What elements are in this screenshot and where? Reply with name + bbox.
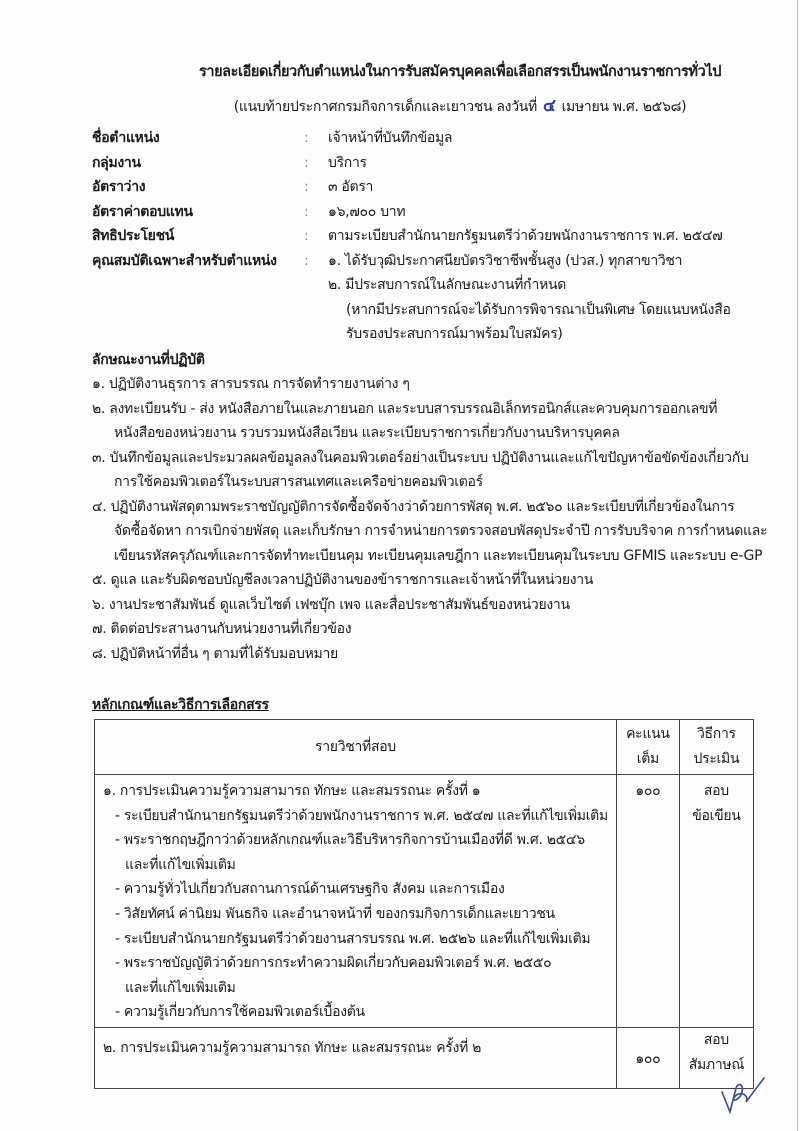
colon: : xyxy=(304,130,309,146)
duty-text: ๖. งานประชาสัมพันธ์ ดูแลเว็บไซต์ เฟซบุ๊ก เพจ และสื่อประชาสัมพันธ์ของหน่วยงาน xyxy=(92,596,570,613)
subject-bullet-cont: และที่แก้ไขเพิ่มเติม xyxy=(125,979,236,996)
qualification-item: ๒. มีประสบการณ์ในลักษณะงานที่กำหนด xyxy=(328,277,567,293)
score-cell: ๑๐๐ xyxy=(616,1027,679,1088)
colon: : xyxy=(304,228,309,244)
info-label: ชื่อตำแหน่ง xyxy=(92,130,160,146)
duty-item xyxy=(92,495,772,569)
subject-bullet: - พระราชบัญญัติว่าด้วยการกระทำความผิดเกี่ยวกับคอมพิวเตอร์ พ.ศ. ๒๕๕๐ xyxy=(115,955,552,972)
info-row-vacancies xyxy=(92,175,772,200)
duty-text-cont: เขียนรหัสครุภัณฑ์และการจัดทำทะเบียนคุม ทะเบียนคุมเลขฎีกา และทะเบียนคุมในระบบ GFMIS และระบบ e-GP xyxy=(114,547,763,564)
info-row-benefits xyxy=(92,224,772,249)
info-row-group xyxy=(92,151,772,176)
subject-bullet: - พระราชกฤษฎีกาว่าด้วยหลักเกณฑ์และวิธีบริหารกิจการบ้านเมืองที่ดี พ.ศ. ๒๕๔๖ xyxy=(115,832,585,849)
duty-text: ๗. ติดต่อประสานงานกับหน่วยงานที่เกี่ยวข้อง xyxy=(92,621,352,637)
page-subtitle xyxy=(150,92,770,119)
info-row-position xyxy=(92,126,772,151)
info-label: คุณสมบัติเฉพาะสำหรับตำแหน่ง xyxy=(92,252,277,269)
subject-bullet: - ความรู้เกี่ยวกับการใช้คอมพิวเตอร์เบื้องต้น xyxy=(115,1004,365,1021)
subject-bullet-cont: และที่แก้ไขเพิ่มเติม xyxy=(125,856,236,873)
subtitle-prefix: (แนบท้ายประกาศกรมกิจการเด็กและเยาวชน ลงวันที่ xyxy=(233,99,537,115)
page-edge xyxy=(797,0,798,1131)
qualification-note: รับรองประสบการณ์มาพร้อมใบสมัคร) xyxy=(346,326,563,342)
method-line2: ข้อเขียน xyxy=(692,808,741,824)
subject-title: ๒. การประเมินความรู้ความสามารถ ทักษะ และสมรรถนะ ครั้งที่ ๒ xyxy=(103,1039,482,1056)
duty-text: ๓. บันทึกข้อมูลและประมวลผลข้อมูลลงในคอมพิวเตอร์อย่างเป็นระบบ ปฏิบัติงานและแก้ไขปัญหาข้อขัดข้องเกี่ยวกับ xyxy=(92,449,749,466)
page-title: รายละเอียดเกี่ยวกับตำแหน่งในการรับสมัครบุคคลเพื่อเลือกสรรเป็นพนักงานราชการทั่วไป xyxy=(198,64,722,80)
info-label: อัตราว่าง xyxy=(92,179,146,195)
subject-bullet: - ระเบียบสำนักนายกรัฐมนตรีว่าด้วยงานสารบรรณ พ.ศ. ๒๕๒๖ และที่แก้ไขเพิ่มเติม xyxy=(115,930,591,947)
col-method-line2: ประเมิน xyxy=(693,751,740,767)
subject-bullet: - วิสัยทัศน์ ค่านิยม พันธกิจ และอำนาจหน้าที่ ของกรมกิจการเด็กและเยาวชน xyxy=(115,905,555,922)
duties-heading: ลักษณะงานที่ปฏิบัติ xyxy=(92,352,205,368)
subject-title: ๑. การประเมินความรู้ความสามารถ ทักษะ และสมรรถนะ ครั้งที่ ๑ xyxy=(103,783,481,799)
duty-text-cont: หนังสือของหน่วยงาน รวบรวมหนังสือเวียน และระเบียบราชการเกี่ยวกับงานบริหารบุคคล xyxy=(114,425,620,441)
info-label: กลุ่มงาน xyxy=(92,154,141,171)
info-label: อัตราค่าตอบแทน xyxy=(92,203,193,220)
subtitle-suffix: เมษายน พ.ศ. ๒๕๖๘) xyxy=(561,99,687,115)
info-value: ๓ อัตรา xyxy=(328,179,374,195)
method-cell xyxy=(679,775,753,1028)
colon: : xyxy=(304,179,309,195)
col-score xyxy=(616,720,679,775)
qualification-item: ๑. ได้รับวุฒิประกาศนียบัตรวิชาชีพชั้นสูง (ปวส.) ทุกสาขาวิชา xyxy=(328,252,683,269)
qualification-list xyxy=(328,249,772,347)
colon: : xyxy=(304,203,309,220)
exam-table xyxy=(94,719,754,1089)
col-score-line1: คะแนน xyxy=(626,726,670,742)
subject-bullet: - ความรู้ทั่วไปเกี่ยวกับสถานการณ์ด้านเศรษฐกิจ สังคม และการเมือง xyxy=(115,881,505,898)
subject-cell xyxy=(95,1027,617,1088)
subject-bullet: - ระเบียบสำนักนายกรัฐมนตรีว่าด้วยพนักงานราชการ พ.ศ. ๒๕๔๗ และที่แก้ไขเพิ่มเติม xyxy=(115,807,608,824)
method-line2: สัมภาษณ์ xyxy=(688,1056,745,1073)
duties-section xyxy=(92,348,772,666)
col-subject: รายวิชาที่สอบ xyxy=(95,720,617,775)
table-header-row xyxy=(95,720,754,775)
duty-item xyxy=(92,642,772,667)
info-label: สิทธิประโยชน์ xyxy=(92,228,175,244)
table-row xyxy=(95,1027,754,1088)
duty-text: ๔. ปฏิบัติงานพัสดุตามพระราชบัญญัติการจัดซื้อจัดจ้างว่าด้วยการพัสดุ พ.ศ. ๒๕๖๐ และระเบียบที่เกี่ยวข้องในการ xyxy=(92,498,735,515)
info-value: ๑๖,๗๐๐ บาท xyxy=(328,203,406,220)
duty-item xyxy=(92,568,772,593)
duty-text-cont: การใช้คอมพิวเตอร์ในระบบสารสนเทศและเครือข่ายคอมพิวเตอร์ xyxy=(114,474,483,490)
duty-text: ๑. ปฏิบัติงานธุรการ สารบรรณ การจัดทำรายงานต่าง ๆ xyxy=(92,376,410,392)
info-value: บริการ xyxy=(328,154,367,171)
criteria-section xyxy=(92,693,772,717)
duty-item xyxy=(92,446,772,495)
col-score-line2: เต็ม xyxy=(636,751,659,767)
duty-text-cont: จัดซื้อจัดหา การเบิกจ่ายพัสดุ และเก็บรักษา การจำหน่ายการตรวจสอบพัสดุประจำปี การรับบริจาค การกำหนดและ xyxy=(114,523,768,539)
info-row-salary xyxy=(92,200,772,225)
duty-text: ๕. ดูแล และรับผิดชอบบัญชีลงเวลาปฏิบัติงานของข้าราชการและเจ้าหน้าที่ในหน่วยงาน xyxy=(92,572,594,588)
duty-item xyxy=(92,617,772,642)
position-info xyxy=(92,126,772,347)
duty-item xyxy=(92,397,772,446)
handwritten-day: ๔ xyxy=(542,96,556,116)
colon: : xyxy=(304,252,309,269)
method-line1: สอบ xyxy=(703,783,729,799)
subject-cell xyxy=(95,775,617,1028)
col-method xyxy=(679,720,753,775)
signature-icon xyxy=(718,1072,768,1118)
duty-item xyxy=(92,593,772,618)
col-method-line1: วิธีการ xyxy=(697,726,736,742)
info-value: ตามระเบียบสำนักนายกรัฐมนตรีว่าด้วยพนักงานราชการ พ.ศ. ๒๕๔๗ xyxy=(328,228,723,244)
method-line1: สอบ xyxy=(703,1031,729,1048)
table-row xyxy=(95,775,754,1028)
duty-item xyxy=(92,372,772,397)
info-row-qualifications xyxy=(92,249,772,347)
criteria-heading: หลักเกณฑ์และวิธีการเลือกสรร xyxy=(92,697,269,713)
duty-text: ๒. ลงทะเบียนรับ - ส่ง หนังสือภายในและภายนอก และระบบสารบรรณอิเล็กทรอนิกส์และควบคุมการออกเลขที่ xyxy=(92,400,718,417)
score-cell: ๑๐๐ xyxy=(616,775,679,1028)
info-value: เจ้าหน้าที่บันทึกข้อมูล xyxy=(328,130,453,146)
duty-text: ๘. ปฏิบัติหน้าที่อื่น ๆ ตามที่ได้รับมอบหมาย xyxy=(92,645,338,662)
qualification-note: (หากมีประสบการณ์จะได้รับการพิจารณาเป็นพิเศษ โดยแนบหนังสือ xyxy=(346,301,731,318)
colon: : xyxy=(304,154,309,171)
